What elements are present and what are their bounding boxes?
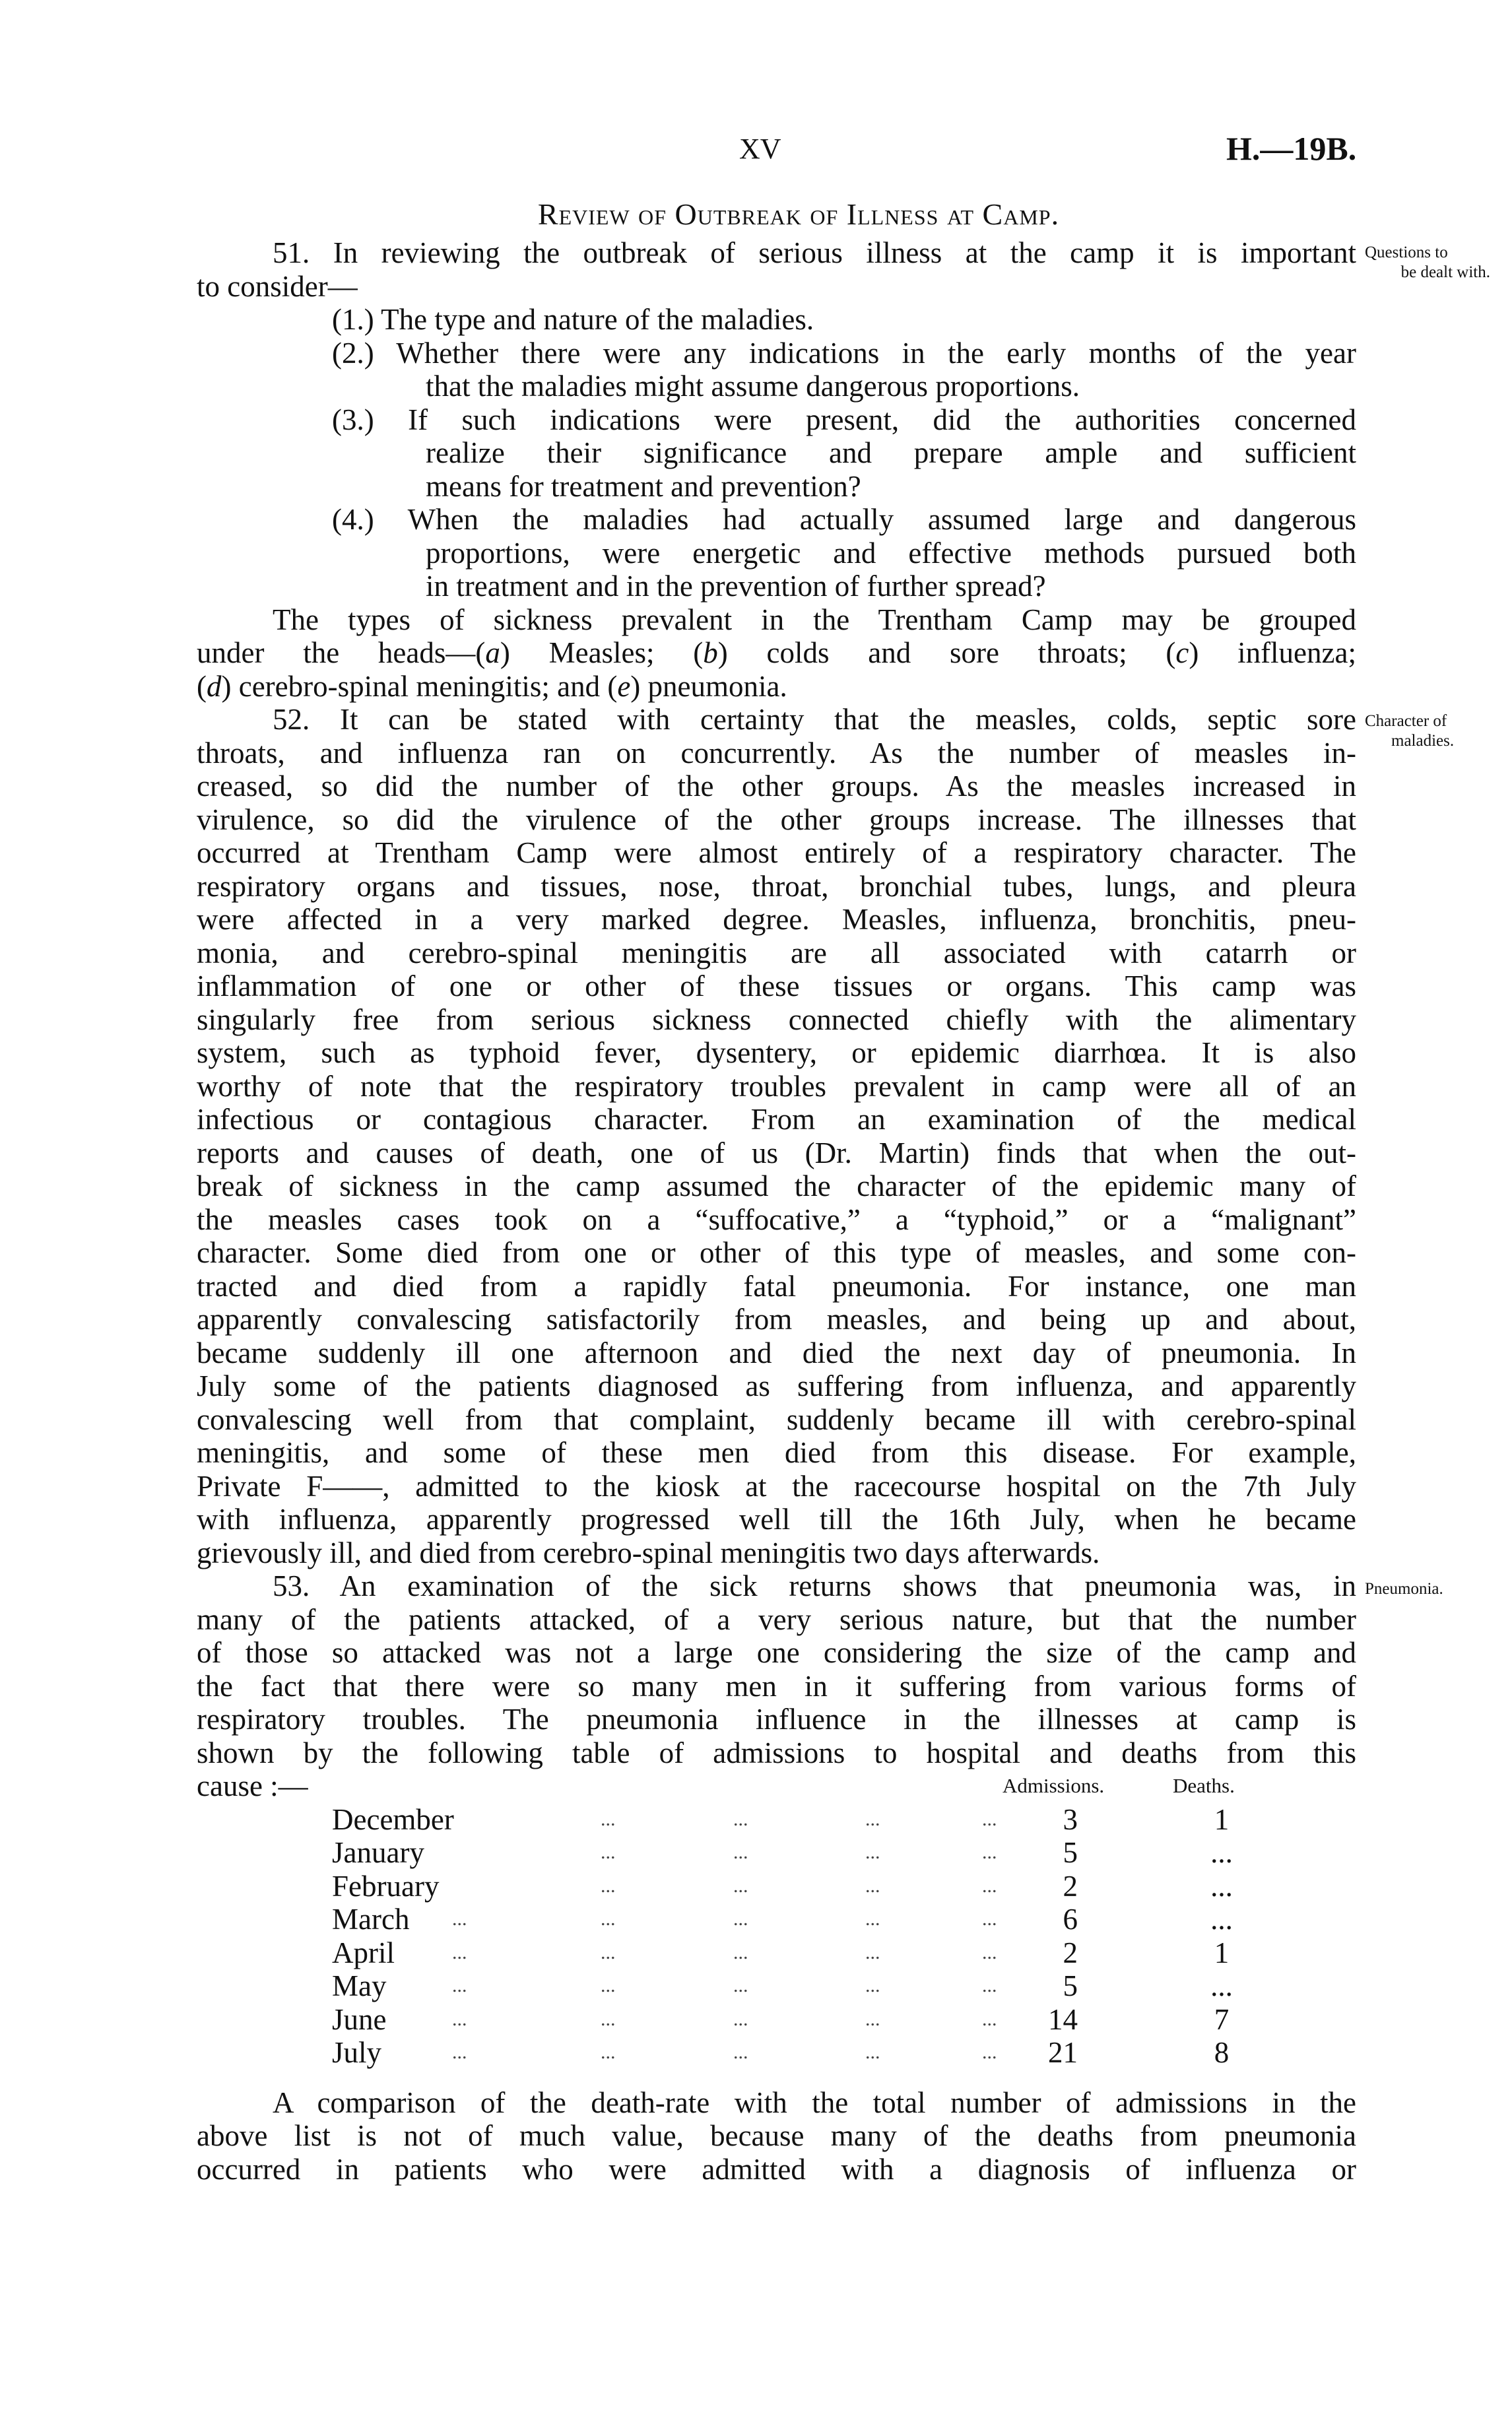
leader-dots: ... — [733, 1808, 748, 1830]
text-line: The types of sickness prevalent in the Trentham Camp may be grouped — [273, 603, 1356, 636]
text-line: character. Some died from one or other of this type of measles, and some con- — [197, 1236, 1356, 1269]
text-line: A comparison of the death-rate with the total number of admissions in the — [273, 2086, 1356, 2119]
leader-dots: ... — [982, 2008, 997, 2030]
text-segment: ( — [197, 669, 207, 703]
text-line: respiratory organs and tissues, nose, throat, bronchial tubes, lungs, and pleura — [197, 869, 1356, 903]
italic-letter: a — [485, 636, 500, 669]
leader-dots: ... — [733, 1874, 748, 1897]
leader-dots: ... — [601, 1808, 616, 1830]
margin-note-character — [1365, 711, 1454, 751]
leader-dots: ... — [601, 1841, 616, 1863]
italic-letter: b — [703, 636, 718, 669]
text-line: realize their significance and prepare ample and sufficient — [426, 436, 1356, 469]
text-line — [197, 670, 1356, 704]
text-segment: under the heads—( — [197, 636, 486, 669]
text-line: many of the patients attacked, of a very serious nature, but that the number — [197, 1602, 1356, 1636]
text-line: Private F——, admitted to the kiosk at the racecourse hospital on the 7th July — [197, 1469, 1356, 1503]
leader-dots: ... — [733, 1975, 748, 1996]
margin-note-pneumonia — [1365, 1579, 1443, 1599]
text-line: creased, so did the number of the other groups. As the measles increased in — [197, 770, 1356, 803]
text-line: above list is not of much value, because many of the deaths from pneumonia — [197, 2119, 1356, 2152]
text-line — [197, 636, 1356, 670]
admissions-cell: 2 — [1063, 1869, 1078, 1903]
text-segment: ) Measles; ( — [500, 636, 704, 669]
text-line: meningitis, and some of these men died from this disease. For example, — [197, 1436, 1356, 1469]
month-cell: December — [332, 1802, 454, 1836]
table-row — [197, 1870, 1356, 1903]
text-line: the fact that there were so many men in it suffering from various forms of — [197, 1669, 1356, 1703]
leader-dots: ... — [452, 1975, 467, 1996]
text-line: (1.) The type and nature of the maladies. — [332, 303, 814, 336]
text-line: were affected in a very marked degree. Measles, influenza, bronchitis, pneu- — [197, 903, 1356, 936]
document-reference: H.—19B. — [1226, 130, 1357, 167]
margin-note-line: maladies. — [1391, 732, 1455, 750]
month-cell: May — [332, 1969, 387, 2002]
text-segment: ) cerebro-spinal meningitis; and ( — [221, 669, 618, 703]
text-line: 53. An examination of the sick returns shows that pneumonia was, in — [273, 1569, 1356, 1602]
leader-dots: ... — [865, 2008, 880, 2030]
text-line: to consider— — [197, 269, 358, 303]
text-line: reports and causes of death, one of us (Dr. Martin) finds that when the out- — [197, 1136, 1356, 1169]
admissions-cell: 6 — [1063, 1903, 1078, 1936]
text-line: with influenza, apparently progressed well till the 16th July, when he became — [197, 1503, 1356, 1536]
text-segment: ) pneumonia. — [630, 669, 787, 703]
table-row — [197, 2003, 1356, 2037]
table-row — [197, 1836, 1356, 1870]
leader-dots: ... — [601, 1908, 616, 1930]
text-line: infectious or contagious character. From an examination of the medical — [197, 1103, 1356, 1136]
text-line: occurred in patients who were admitted with a diagnosis of influenza or — [197, 2152, 1356, 2186]
text-line: grievously ill, and died from cerebro-spinal meningitis two days afterwards. — [197, 1536, 1100, 1569]
margin-note-line: be dealt with. — [1400, 263, 1490, 281]
italic-letter: c — [1175, 636, 1189, 669]
leader-dots: ... — [865, 1941, 880, 1963]
leader-dots: ... — [733, 2041, 748, 2063]
month-cell: July — [332, 2036, 382, 2069]
admissions-cell: 5 — [1063, 1836, 1078, 1869]
table-row — [197, 1903, 1356, 1936]
text-line: shown by the following table of admissions to hospital and deaths from this — [197, 1736, 1356, 1769]
admissions-header: Admissions. — [1003, 1773, 1105, 1797]
leader-dots: ... — [982, 2041, 997, 2063]
deaths-cell: 7 — [1214, 2002, 1230, 2036]
leader-dots: ... — [601, 1941, 616, 1963]
margin-note-line: Questions to — [1365, 244, 1448, 261]
leader-dots: ... — [865, 1874, 880, 1897]
leader-dots: ... — [733, 1908, 748, 1930]
document-body — [197, 236, 1356, 2186]
text-line: virulence, so did the virulence of the other groups increase. The illnesses that — [197, 803, 1356, 836]
page-number: XV — [739, 133, 781, 165]
text-line: cause :— — [197, 1769, 308, 1802]
text-line: (2.) Whether there were any indications in the early months of the year — [332, 336, 1356, 370]
text-line: means for treatment and prevention? — [426, 469, 861, 503]
deaths-cell: ... — [1210, 1836, 1233, 1869]
leader-dots: ... — [982, 1908, 997, 1930]
leader-dots: ... — [733, 1941, 748, 1963]
text-line: convalescing well from that complaint, suddenly became ill with cerebro-spinal — [197, 1402, 1356, 1436]
month-cell: June — [332, 2002, 387, 2036]
text-line: singularly free from serious sickness connected chiefly with the alimentary — [197, 1002, 1356, 1036]
leader-dots: ... — [982, 1941, 997, 1963]
leader-dots: ... — [982, 1841, 997, 1863]
text-line: apparently convalescing satisfactorily from measles, and being up and about, — [197, 1303, 1356, 1336]
leader-dots: ... — [865, 2041, 880, 2063]
deaths-cell: ... — [1210, 1903, 1233, 1936]
leader-dots: ... — [601, 1874, 616, 1897]
margin-note-line: Character of — [1365, 712, 1447, 730]
leader-dots: ... — [865, 1841, 880, 1863]
text-line: 51. In reviewing the outbreak of serious illness at the camp it is important — [273, 236, 1356, 269]
text-line: of those so attacked was not a large one considering the size of the camp and — [197, 1636, 1356, 1669]
section-title: Review of Outbreak of Illness at Camp. — [537, 197, 1060, 231]
month-cell: February — [332, 1869, 440, 1903]
body-text — [197, 236, 1356, 1803]
table-row — [197, 1803, 1356, 1837]
text-line: became suddenly ill one afternoon and died the next day of pneumonia. In — [197, 1336, 1356, 1369]
month-cell: March — [332, 1903, 410, 1936]
admissions-table — [197, 1803, 1356, 2070]
admissions-cell: 21 — [1048, 2036, 1078, 2069]
deaths-cell: 1 — [1214, 1936, 1230, 1969]
admissions-cell: 14 — [1048, 2002, 1078, 2036]
text-line: respiratory troubles. The pneumonia influence in the illnesses at camp is — [197, 1703, 1356, 1736]
leader-dots: ... — [452, 2008, 467, 2030]
text-line: (3.) If such indications were present, did the authorities concerned — [332, 403, 1356, 436]
month-cell: January — [332, 1836, 424, 1869]
text-line: occurred at Trentham Camp were almost entirely of a respiratory character. The — [197, 836, 1356, 869]
leader-dots: ... — [733, 1841, 748, 1863]
table-row — [197, 2036, 1356, 2070]
leader-dots: ... — [452, 2041, 467, 2063]
italic-letter: e — [617, 669, 631, 703]
text-segment: ) colds and sore throats; ( — [717, 636, 1176, 669]
text-line: monia, and cerebro-spinal meningitis are all associated with catarrh or — [197, 936, 1356, 970]
text-line: worthy of note that the respiratory troubles prevalent in camp were all of an — [197, 1069, 1356, 1103]
italic-letter: d — [207, 669, 222, 703]
admissions-cell: 5 — [1063, 1969, 1078, 2002]
closing-paragraph — [197, 2086, 1356, 2186]
text-line: (4.) When the maladies had actually assumed large and dangerous — [332, 503, 1356, 536]
text-line: break of sickness in the camp assumed the character of the epidemic many of — [197, 1169, 1356, 1202]
leader-dots: ... — [982, 1874, 997, 1897]
text-segment: ) influenza; — [1189, 636, 1356, 669]
deaths-header: Deaths. — [1173, 1773, 1235, 1797]
leader-dots: ... — [982, 1975, 997, 1996]
text-line: throats, and influenza ran on concurrently. As the number of measles in- — [197, 736, 1356, 770]
leader-dots: ... — [601, 1975, 616, 1996]
leader-dots: ... — [982, 1808, 997, 1830]
text-line: that the maladies might assume dangerous proportions. — [426, 370, 1080, 403]
text-line: in treatment and in the prevention of further spread? — [426, 570, 1046, 603]
leader-dots: ... — [452, 1908, 467, 1930]
month-cell: April — [332, 1936, 395, 1969]
deaths-cell: ... — [1210, 1969, 1233, 2002]
text-line: July some of the patients diagnosed as suffering from influenza, and apparently — [197, 1369, 1356, 1402]
leader-dots: ... — [865, 1908, 880, 1930]
text-line: tracted and died from a rapidly fatal pneumonia. For instance, one man — [197, 1269, 1356, 1303]
leader-dots: ... — [601, 2041, 616, 2063]
table-row — [197, 1936, 1356, 1970]
margin-note-line: Pneumonia. — [1365, 1580, 1443, 1598]
text-line: proportions, were energetic and effective methods pursued both — [426, 536, 1356, 570]
deaths-cell: 1 — [1214, 1802, 1230, 1836]
leader-dots: ... — [865, 1808, 880, 1830]
leader-dots: ... — [733, 2008, 748, 2030]
admissions-cell: 2 — [1063, 1936, 1078, 1969]
text-line: system, such as typhoid fever, dysentery, or epidemic diarrhœa. It is also — [197, 1036, 1356, 1069]
text-line: 52. It can be stated with certainty that the measles, colds, septic sore — [273, 703, 1356, 736]
leader-dots: ... — [601, 2008, 616, 2030]
text-line: the measles cases took on a “suffocative,” a “typhoid,” or a “malignant” — [197, 1202, 1356, 1236]
leader-dots: ... — [865, 1975, 880, 1996]
text-line: inflammation of one or other of these tissues or organs. This camp was — [197, 970, 1356, 1002]
admissions-cell: 3 — [1063, 1802, 1078, 1836]
leader-dots: ... — [452, 1941, 467, 1963]
deaths-cell: 8 — [1214, 2036, 1230, 2069]
table-row — [197, 1969, 1356, 2003]
deaths-cell: ... — [1210, 1869, 1233, 1903]
margin-note-questions — [1365, 243, 1490, 282]
